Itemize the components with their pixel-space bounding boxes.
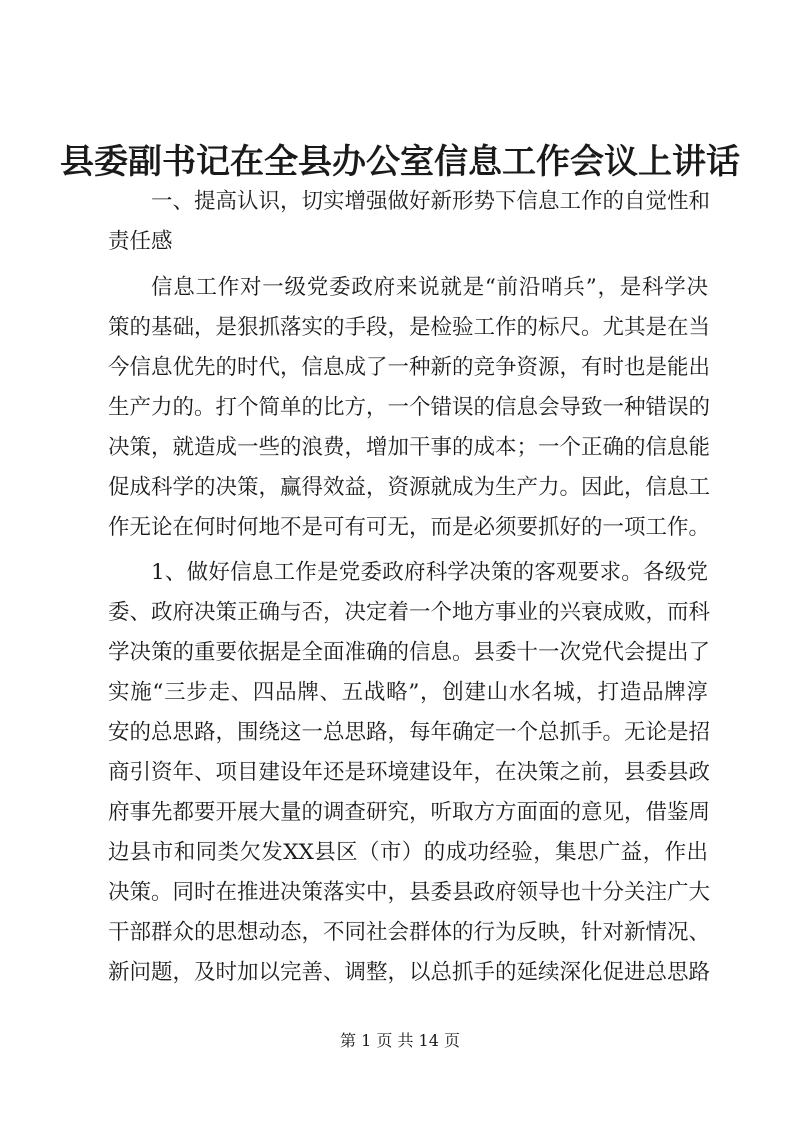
paragraph-line: 生产力的。打个简单的比方，一个错误的信息会导致一种错误的 — [108, 395, 711, 420]
paragraph-line: 决策。同时在推进决策落实中，县委县政府领导也十分关注广大 — [108, 880, 711, 905]
document-title: 县委副书记在全县办公室信息工作会议上讲话 — [60, 142, 740, 182]
paragraph-line: 干部群众的思想动态，不同社会群体的行为反映，针对新情况、 — [108, 920, 711, 945]
paragraph-line: 决策，就造成一些的浪费，增加干事的成本；一个正确的信息能 — [108, 435, 711, 460]
paragraph-line: 促成科学的决策，赢得效益，资源就成为生产力。因此，信息工 — [108, 475, 711, 500]
page-number-footer: 第 1 页 共 14 页 — [340, 1031, 460, 1050]
paragraph-line: 委、政府决策正确与否，决定着一个地方事业的兴衰成败，而科 — [108, 600, 711, 625]
paragraph-line: 策的基础，是狠抓落实的手段，是检验工作的标尺。尤其是在当 — [108, 315, 711, 340]
paragraph-line: 学决策的重要依据是全面准确的信息。县委十一次党代会提出了 — [108, 640, 711, 665]
paragraph-line: 信息工作对一级党委政府来说就是“前沿哨兵”，是科学决 — [151, 275, 708, 300]
paragraph-line: 府事先都要开展大量的调查研究，听取方方面面的意见，借鉴周 — [108, 800, 711, 825]
paragraph-line: 边县市和同类欠发XX县区（市）的成功经验，集思广益，作出 — [108, 840, 708, 865]
heading-line: 责任感 — [108, 229, 173, 254]
paragraph-line: 今信息优先的时代，信息成了一种新的竞争资源，有时也是能出 — [108, 355, 711, 380]
paragraph-line: 商引资年、项目建设年还是环境建设年，在决策之前，县委县政 — [108, 760, 711, 785]
paragraph-line: 新问题，及时加以完善、调整，以总抓手的延续深化促进总思路 — [108, 960, 711, 985]
paragraph-line: 实施“三步走、四品牌、五战略”，创建山水名城，打造品牌淳 — [108, 680, 708, 705]
paragraph-line: 作无论在何时何地不是可有可无，而是必须要抓好的一项工作。 — [108, 515, 711, 540]
paragraph-line: 安的总思路，围绕这一总思路，每年确定一个总抓手。无论是招 — [108, 720, 711, 745]
heading-line: 一、提高认识，切实增强做好新形势下信息工作的自觉性和 — [151, 189, 711, 214]
paragraph-line: 1、做好信息工作是党委政府科学决策的客观要求。各级党 — [151, 560, 708, 585]
